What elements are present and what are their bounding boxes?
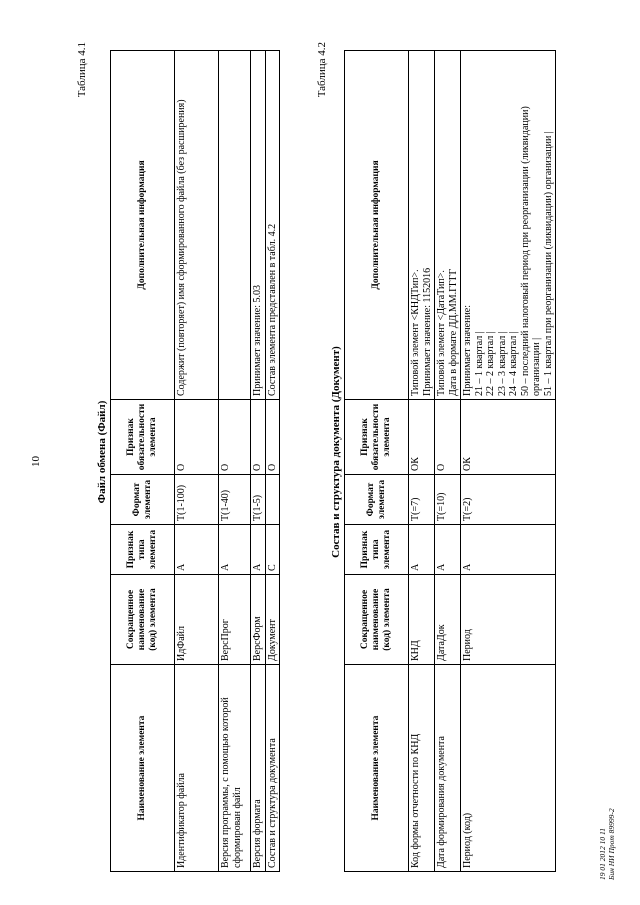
cell-name: Код формы отчетности по КНД xyxy=(409,665,435,872)
cell-code: ВерсФорм xyxy=(251,575,266,665)
cell-code: ИдФайл xyxy=(175,575,219,665)
table1-header-name: Наименование элемента xyxy=(111,665,175,872)
cell-info: Принимает значение: 5.03 xyxy=(251,51,266,400)
cell-name: Идентификатор файла xyxy=(175,665,219,872)
cell-info: Типовой элемент <ДатаТип>. Дата в формате ДД.ММ.ГГГГ xyxy=(435,51,461,400)
cell-name: Версия программы, с помощью которой сформирован файл xyxy=(219,665,251,872)
cell-name: Дата формирования документа xyxy=(435,665,461,872)
table2-header-info: Дополнительная информация xyxy=(345,51,409,400)
cell-required: О xyxy=(265,400,280,475)
cell-format: T(1-100) xyxy=(175,475,219,525)
cell-required: ОК xyxy=(409,400,435,475)
cell-info: Содержит (повторяет) имя сформированного файла (без расширения) xyxy=(175,51,219,400)
cell-type: А xyxy=(409,525,435,575)
table2 xyxy=(344,50,556,872)
cell-format xyxy=(265,475,280,525)
cell-format: T(1-40) xyxy=(219,475,251,525)
cell-format: T(=7) xyxy=(409,475,435,525)
cell-type: А xyxy=(435,525,461,575)
table-row xyxy=(251,51,266,872)
cell-code: ВерсПрог xyxy=(219,575,251,665)
table-row xyxy=(435,51,461,872)
cell-format: T(1-5) xyxy=(251,475,266,525)
table-row xyxy=(409,51,435,872)
cell-type: А xyxy=(461,525,556,575)
table1-title: Файл обмена (Файл) xyxy=(96,400,108,504)
cell-required: О xyxy=(435,400,461,475)
cell-info: Принимает значение: 21 – 1 квартал | 22 – 2 квартал | 23 – 3 квартал | 24 – 4 квартал | 50 – последний налоговый период при реорганизации (ликвидации) организации | 51 – 1 квартал при реорганизации (ликвидации) организации | xyxy=(461,51,556,400)
table2-header-code: Сокращенное наименование (код) элемента xyxy=(345,575,409,665)
cell-type: С xyxy=(265,525,280,575)
cell-format: T(=2) xyxy=(461,475,556,525)
table2-header-row xyxy=(345,51,409,872)
table1-header-type: Признак типа элемента xyxy=(111,525,175,575)
footer-line-1: 19 01 2012 10 11 xyxy=(598,828,607,880)
table1-caption: Таблица 4.1 xyxy=(76,42,88,98)
table2-header-name: Наименование элемента xyxy=(345,665,409,872)
rotated-page xyxy=(20,22,620,882)
table1-header-required: Признак обязательности элемента xyxy=(111,400,175,475)
cell-code: КНД xyxy=(409,575,435,665)
table1-header-code: Сокращенное наименование (код) элемента xyxy=(111,575,175,665)
table2-header-format: Формат элемента xyxy=(345,475,409,525)
table1-header-row xyxy=(111,51,175,872)
cell-code: Документ xyxy=(265,575,280,665)
table-row xyxy=(265,51,280,872)
cell-format: T(=10) xyxy=(435,475,461,525)
cell-name: Версия формата xyxy=(251,665,266,872)
cell-type: А xyxy=(251,525,266,575)
table2-title: Состав и структура документа (Документ) xyxy=(330,346,342,558)
cell-code: Период xyxy=(461,575,556,665)
table1-header-format: Формат элемента xyxy=(111,475,175,525)
table1 xyxy=(110,50,280,872)
cell-type: А xyxy=(175,525,219,575)
footer-line-2: Бин НИ Прот 89999-2 xyxy=(607,808,616,880)
cell-required: ОК xyxy=(461,400,556,475)
table2-caption: Таблица 4.2 xyxy=(316,42,328,98)
cell-name: Состав и структура документа xyxy=(265,665,280,872)
page-number: 10 xyxy=(30,456,42,467)
cell-required: О xyxy=(175,400,219,475)
cell-code: ДатаДок xyxy=(435,575,461,665)
cell-required: О xyxy=(219,400,251,475)
table-row xyxy=(175,51,219,872)
cell-info xyxy=(219,51,251,400)
table2-header-required: Признак обязательности элемента xyxy=(345,400,409,475)
cell-required: О xyxy=(251,400,266,475)
footer-stamp xyxy=(598,808,616,880)
table-row xyxy=(461,51,556,872)
cell-info: Типовой элемент <КНДТип>. Принимает значение: 1152016 xyxy=(409,51,435,400)
cell-info: Состав элемента представлен в табл. 4.2 xyxy=(265,51,280,400)
table2-header-type: Признак типа элемента xyxy=(345,525,409,575)
table-row xyxy=(219,51,251,872)
cell-type: А xyxy=(219,525,251,575)
table1-header-info: Дополнительная информация xyxy=(111,51,175,400)
cell-name: Период (код) xyxy=(461,665,556,872)
